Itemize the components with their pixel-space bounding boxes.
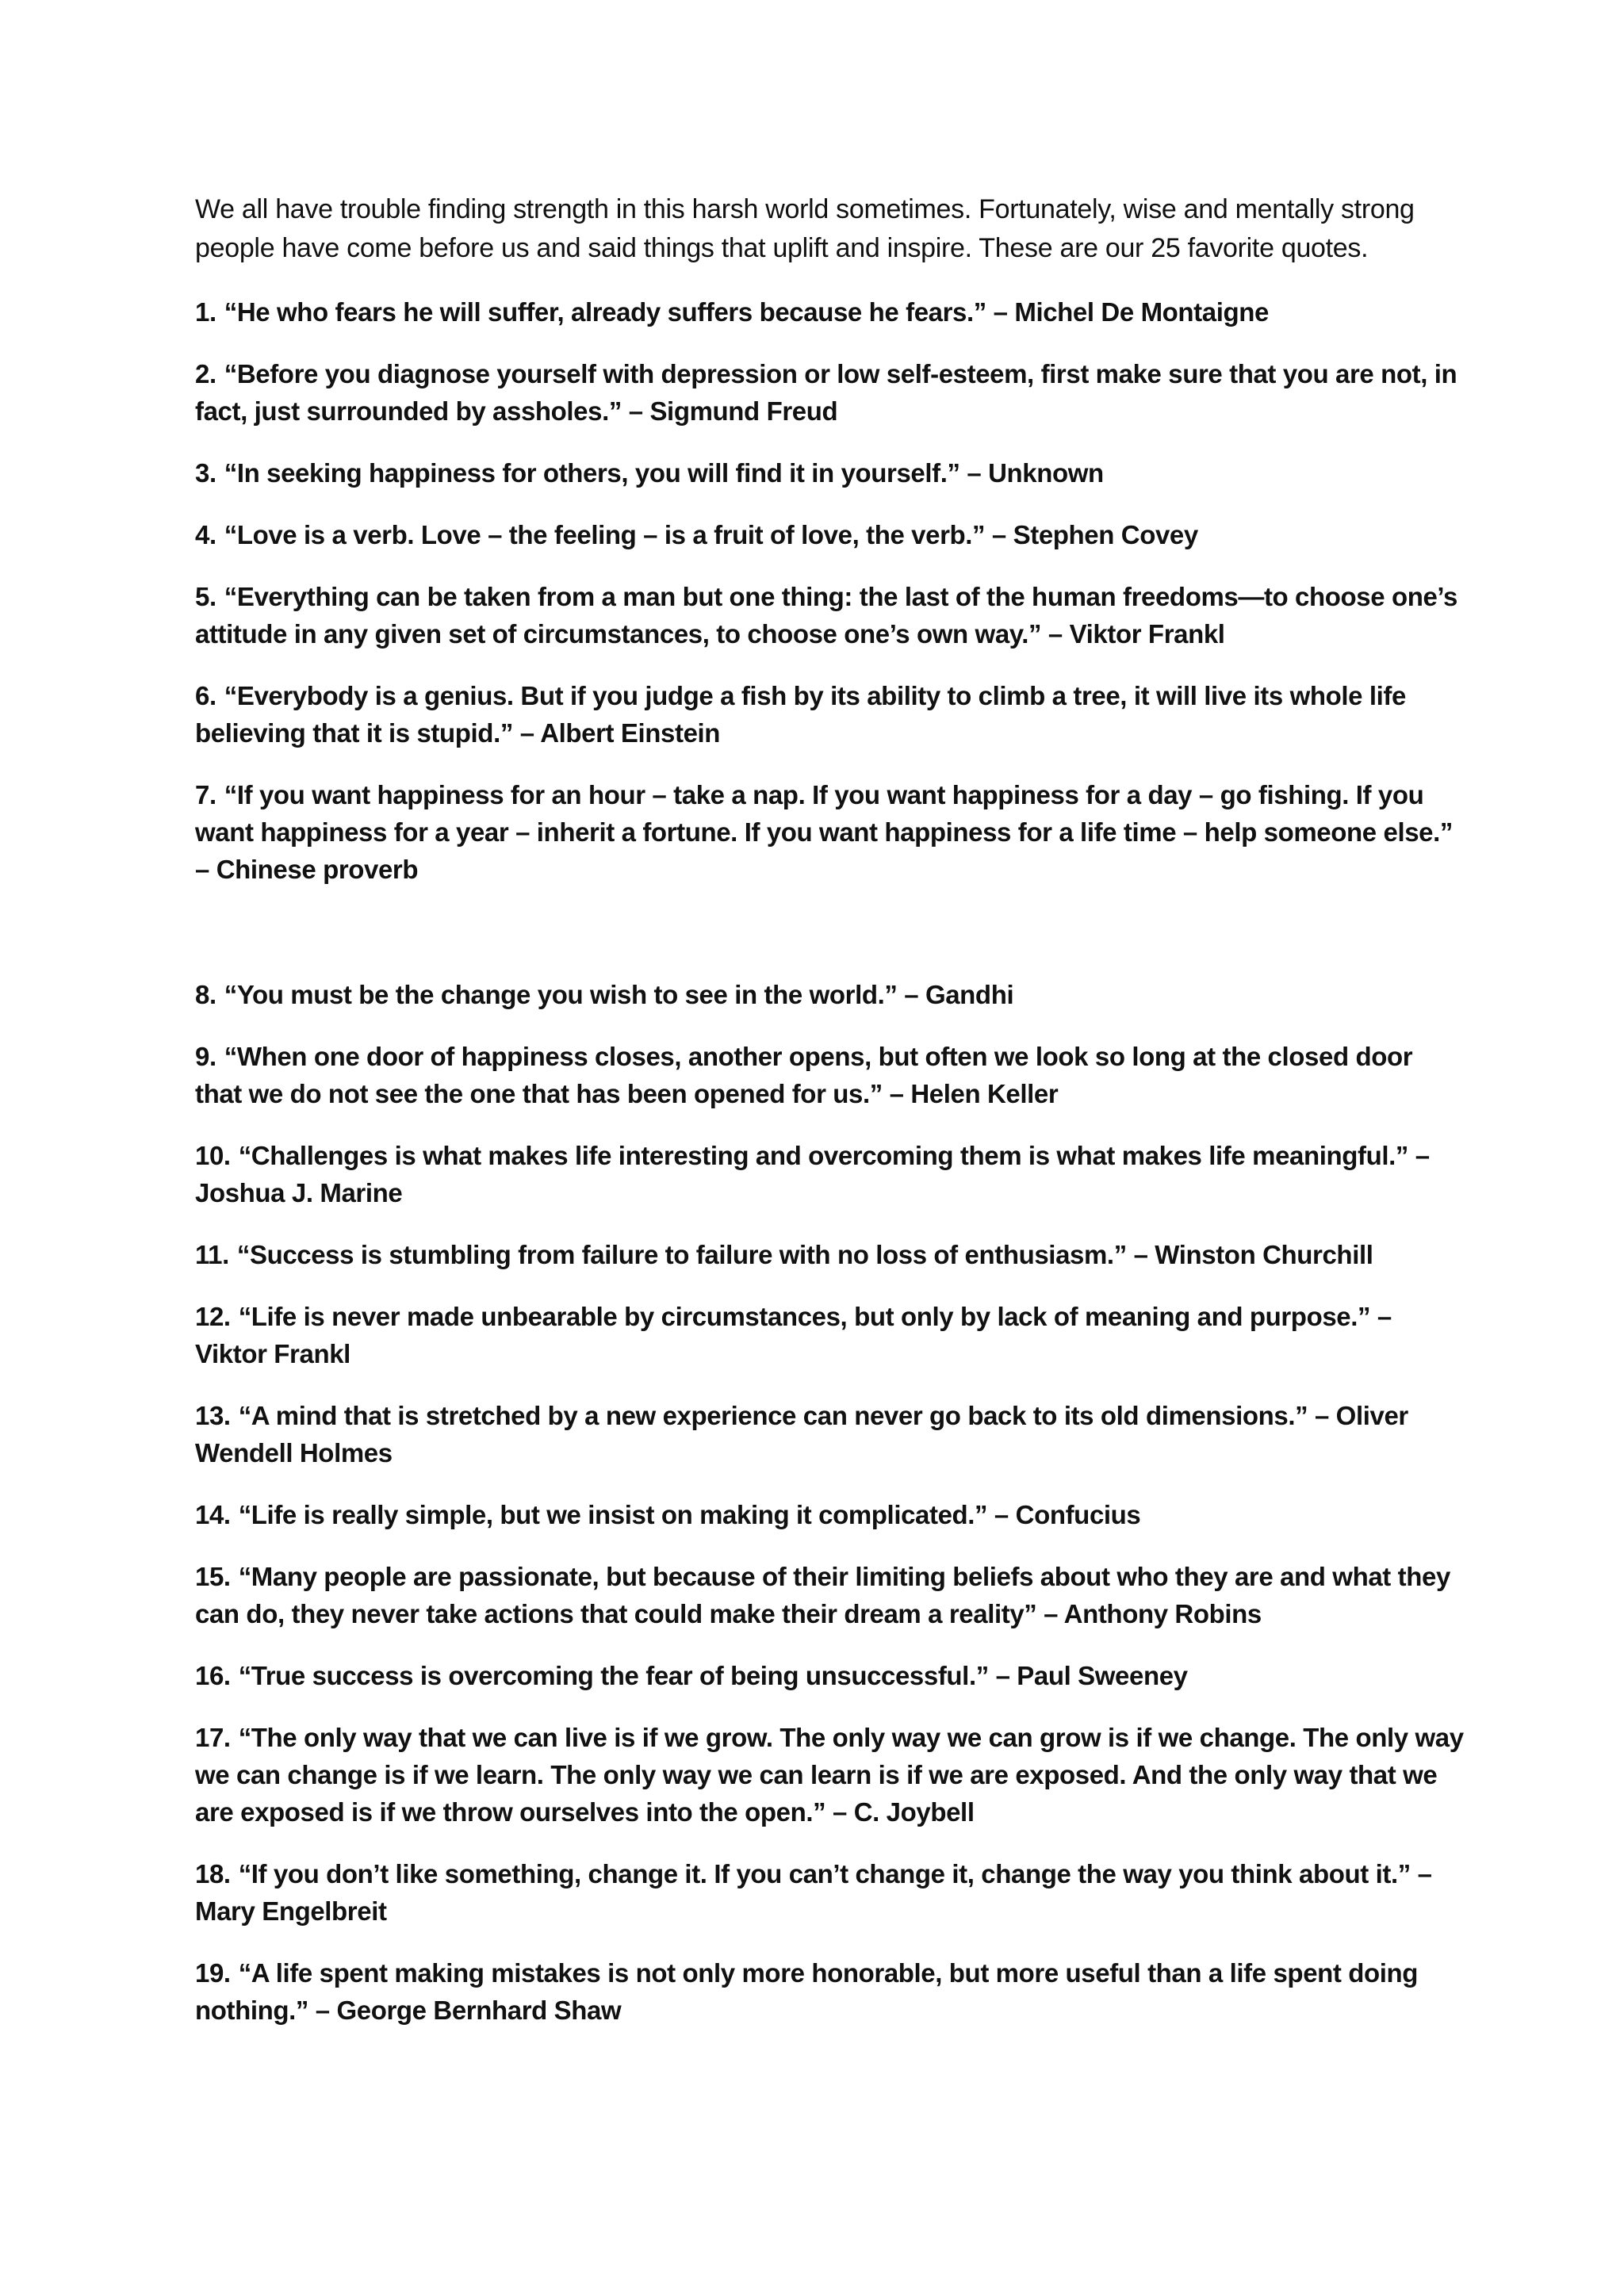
quote-list-part-1 <box>195 293 1464 888</box>
quote-item: 14. “Life is really simple, but we insist on making it complicated.” – Confucius <box>195 1500 1141 1529</box>
quote-item: 10. “Challenges is what makes life interesting and overcoming them is what makes life meaningful.” – Joshua J. Marine <box>195 1141 1430 1207</box>
quote-item: 9. “When one door of happiness closes, another opens, but often we look so long at the closed door that we do not see the one that has been opened for us.” – Helen Keller <box>195 1042 1413 1108</box>
document-page <box>195 190 1464 2053</box>
quote-list-part-2 <box>195 976 1464 2029</box>
quote-item: 8. “You must be the change you wish to see in the world.” – Gandhi <box>195 980 1014 1009</box>
quote-item: 5. “Everything can be taken from a man but one thing: the last of the human freedoms—to choose one’s attitude in any given set of circumstances, to choose one’s own way.” – Viktor Frankl <box>195 582 1457 649</box>
quote-item: 7. “If you want happiness for an hour – take a nap. If you want happiness for a day – go fishing. If you want happiness for a year – inherit a fortune. If you want happiness for a life time – help someone else.” – Chinese proverb <box>195 780 1453 884</box>
quote-item: 18. “If you don’t like something, change it. If you can’t change it, change the way you think about it.” – Mary Engelbreit <box>195 1859 1432 1926</box>
quote-item: 15. “Many people are passionate, but because of their limiting beliefs about who they are and what they can do, they never take actions that could make their dream a reality” – Anthony Robins <box>195 1562 1450 1628</box>
quote-item: 3. “In seeking happiness for others, you will find it in yourself.” – Unknown <box>195 458 1104 488</box>
quote-item: 16. “True success is overcoming the fear of being unsuccessful.” – Paul Sweeney <box>195 1661 1188 1690</box>
quote-item: 2. “Before you diagnose yourself with depression or low self-esteem, first make sure that you are not, in fact, just surrounded by assholes.” – Sigmund Freud <box>195 359 1457 426</box>
quote-item: 11. “Success is stumbling from failure to failure with no loss of enthusiasm.” – Winston Churchill <box>195 1240 1373 1269</box>
intro-paragraph: We all have trouble finding strength in this harsh world sometimes. Fortunately, wise and mentally strong people have come before us and said things that uplift and inspire. These are our 25 favorite quotes. <box>195 194 1415 263</box>
quote-item: 19. “A life spent making mistakes is not only more honorable, but more useful than a life spent doing nothing.” – George Bernhard Shaw <box>195 1958 1419 2025</box>
quote-item: 17. “The only way that we can live is if we grow. The only way we can grow is if we change. The only way we can change is if we learn. The only way we can learn is if we are exposed. And the only way that we are exposed is if we throw ourselves into the open.” – C. Joybell <box>195 1723 1464 1827</box>
quote-item: 1. “He who fears he will suffer, already suffers because he fears.” – Michel De Montaigne <box>195 297 1269 327</box>
quote-item: 4. “Love is a verb. Love – the feeling – is a fruit of love, the verb.” – Stephen Covey <box>195 520 1198 549</box>
quote-item: 6. “Everybody is a genius. But if you judge a fish by its ability to climb a tree, it will live its whole life believing that it is stupid.” – Albert Einstein <box>195 681 1406 748</box>
quote-item: 13. “A mind that is stretched by a new experience can never go back to its old dimensions.” – Oliver Wendell Holmes <box>195 1401 1408 1468</box>
quote-item: 12. “Life is never made unbearable by circumstances, but only by lack of meaning and purpose.” – Viktor Frankl <box>195 1302 1392 1368</box>
paragraph-gap <box>195 913 1464 976</box>
